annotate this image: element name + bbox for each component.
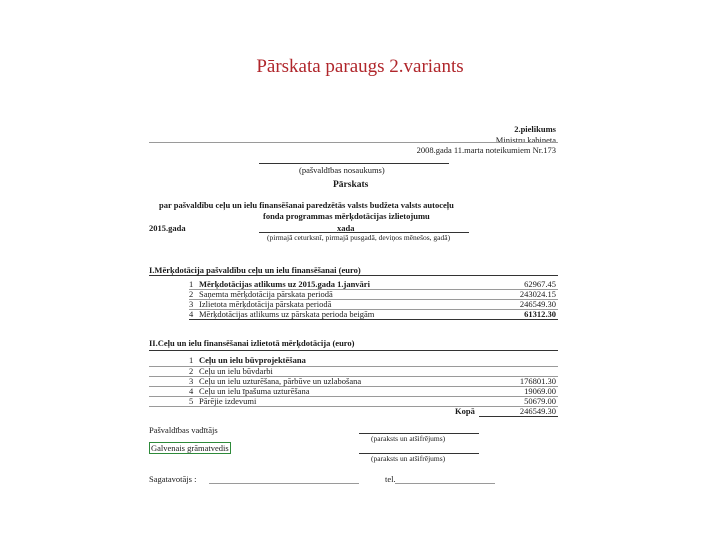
section2-row bbox=[149, 356, 558, 366]
row-number: 1 bbox=[189, 355, 194, 365]
row-number: 2 bbox=[189, 289, 194, 299]
section2-title: II.Ceļu un ielu finansēšanai izlietotā mērķdotācija (euro) bbox=[149, 338, 355, 348]
regulation-line-1: Ministru kabineta bbox=[495, 135, 556, 145]
section2-total-label: Kopā bbox=[455, 406, 475, 416]
period-hint: (pirmajā ceturksnī, pirmajā pusgadā, deviņos mēnešos, gadā) bbox=[267, 233, 451, 242]
row-label: Izlietota mērķdotācija pārskata periodā bbox=[199, 299, 332, 309]
report-subtitle-2: fonda programmas mērķdotācijas izlietojumu bbox=[263, 211, 430, 221]
row-value: 62967.45 bbox=[524, 279, 556, 289]
row-value: 176801.30 bbox=[519, 376, 556, 386]
row-value: 61312.30 bbox=[524, 309, 556, 319]
row-label: Saņemta mērķdotācija pārskata periodā bbox=[199, 289, 333, 299]
row-number: 5 bbox=[189, 396, 194, 406]
row-label: Ceļu un ielu uzturēšana, pārbūve un uzlabošana bbox=[199, 376, 362, 386]
period-label: xada bbox=[337, 223, 355, 233]
accountant-signature-label bbox=[149, 444, 231, 453]
accountant-signature-hint: (paraksts un atšifrējums) bbox=[371, 454, 446, 463]
report-form-image bbox=[149, 123, 558, 485]
row-value: 246549.30 bbox=[519, 299, 556, 309]
slide-title: Pārskata paraugs 2.variants bbox=[256, 56, 464, 77]
report-year: 2015.gada bbox=[149, 223, 186, 233]
phone-label: tel. bbox=[385, 474, 396, 484]
prepared-by-label: Sagatavotājs : bbox=[149, 474, 197, 484]
row-number: 1 bbox=[189, 279, 194, 289]
attachment-label: 2.pielikums bbox=[514, 124, 556, 134]
row-number: 2 bbox=[189, 366, 194, 376]
section2-total-value: 246549.30 bbox=[519, 406, 556, 416]
head-signature-hint: (paraksts un atšifrējums) bbox=[371, 434, 446, 443]
head-signature-label: Pašvaldības vadītājs bbox=[149, 425, 218, 435]
row-label: Ceļu un ielu būvprojektēšana bbox=[199, 355, 306, 365]
row-value: 19069.00 bbox=[524, 386, 556, 396]
section1-title: I.Mērķdotācija pašvaldību ceļu un ielu finansēšanai (euro) bbox=[149, 265, 361, 275]
accountant-label: Galvenais grāmatvedis bbox=[151, 443, 229, 453]
row-number: 3 bbox=[189, 376, 194, 386]
row-label: Ceļu un ielu būvdarbi bbox=[199, 366, 273, 376]
row-number: 3 bbox=[189, 299, 194, 309]
row-label: Pārējie izdevumi bbox=[199, 396, 257, 406]
row-number: 4 bbox=[189, 386, 194, 396]
row-label: Mērķdotācijas atlikums uz 2015.gada 1.janvāri bbox=[199, 279, 370, 289]
report-heading: Pārskats bbox=[333, 180, 369, 190]
row-value: 243024.15 bbox=[519, 289, 556, 299]
row-number: 4 bbox=[189, 309, 194, 319]
regulation-line-2: 2008.gada 11.marta noteikumiem Nr.173 bbox=[416, 145, 556, 155]
row-label: Mērķdotācijas atlikums uz pārskata perioda beigām bbox=[199, 309, 375, 319]
row-value: 50679.00 bbox=[524, 396, 556, 406]
report-subtitle-1: par pašvaldību ceļu un ielu finansēšanai paredzētās valsts budžeta valsts autoceļu bbox=[159, 200, 454, 210]
row-label: Ceļu un ielu īpašuma uzturēšana bbox=[199, 386, 310, 396]
municipality-placeholder: (pašvaldības nosaukums) bbox=[299, 165, 385, 175]
